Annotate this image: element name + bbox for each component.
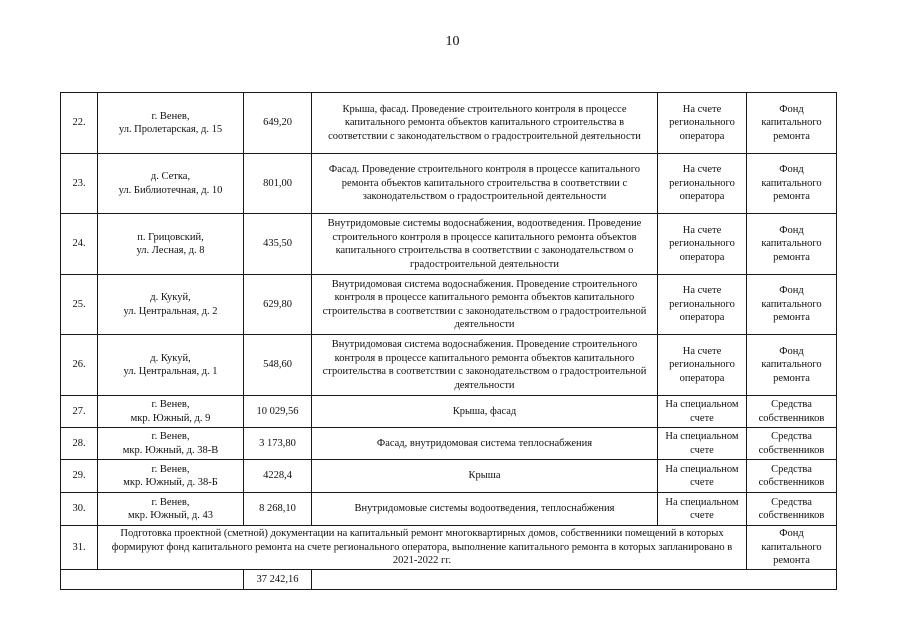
area-cell: 4228,4 [244,460,312,493]
work-type-cell: Крыша, фасад [312,396,658,428]
table-row [61,154,837,214]
funding-source-cell: Фонд капитального ремонта [747,335,837,396]
row-number: 28. [61,428,98,460]
total-row [61,570,837,590]
table-row [61,428,837,460]
address-settlement: д. Сетка, [150,171,191,182]
work-type-cell: Крыша, фасад. Проведение строительного контроля в процессе капитального ремонта объектов капитального строительства в соответствии с законодательством о градостроительной деятельности [312,93,658,154]
funding-source-cell: Фонд капитального ремонта [747,526,837,570]
row-number: 31. [61,526,98,570]
area-cell: 801,00 [244,154,312,214]
account-cell: На счете регионального оператора [658,335,747,396]
row-number: 29. [61,460,98,493]
table-body [61,93,837,590]
funding-source-cell: Средства собственников [747,428,837,460]
funding-source-cell: Средства собственников [747,460,837,493]
total-label-cell [61,570,244,590]
address-cell [98,460,244,493]
address-street: ул. Центральная, д. 2 [123,305,218,317]
address-cell [98,214,244,275]
table-row [61,493,837,526]
funding-source-cell: Фонд капитального ремонта [747,93,837,154]
address-settlement: г. Венев, [151,496,190,508]
work-type-cell: Крыша [312,460,658,493]
address-settlement: д. Кукуй, [150,352,191,364]
address-cell [98,275,244,335]
address-cell [98,493,244,526]
table-row [61,275,837,335]
work-type-cell: Внутридомовая система водоснабжения. Проведение строительного контроля в процессе капитального ремонта объектов капитального строительства в соответствии с законодательством о градостроительной деятельности [312,335,658,396]
address-street: мкр. Южный, д. 9 [130,412,211,424]
address-settlement: г. Венев, [151,463,190,475]
address-settlement: г. Венев, [151,110,190,122]
address-settlement: г. Венев, [151,431,190,442]
address-cell [98,93,244,154]
area-cell: 10 029,56 [244,396,312,428]
table-row [61,214,837,275]
address-street: мкр. Южный, д. 38-В [122,444,219,456]
area-cell: 649,20 [244,93,312,154]
funding-source-cell: Фонд капитального ремонта [747,214,837,275]
address-settlement: г. Венев, [151,399,190,410]
account-cell: На специальном счете [658,493,747,526]
page-number: 10 [445,34,460,49]
address-street: мкр. Южный, д. 38-Б [123,477,218,488]
table-row [61,335,837,396]
total-area-cell: 37 242,16 [244,570,312,590]
address-cell [98,335,244,396]
address-cell [98,154,244,214]
row-number: 24. [61,214,98,275]
row-number: 27. [61,396,98,428]
funding-source-cell: Средства собственников [747,396,837,428]
account-cell: На специальном счете [658,460,747,493]
area-cell: 3 173,80 [244,428,312,460]
area-cell: 548,60 [244,335,312,396]
address-street: мкр. Южный, д. 43 [127,510,214,521]
area-cell: 8 268,10 [244,493,312,526]
account-cell: На счете регионального оператора [658,154,747,214]
account-cell: На счете регионального оператора [658,214,747,275]
account-cell: На счете регионального оператора [658,93,747,154]
work-type-cell: Внутридомовые системы водоснабжения, водоотведения. Проведение строительного контроля в процессе капитального ремонта объектов капитального строительства в соответствии с законодательством о градостроительной деятельности [312,214,658,275]
address-cell [98,396,244,428]
account-cell: На специальном счете [658,396,747,428]
table-row [61,526,837,570]
address-street: ул. Лесная, д. 8 [136,245,205,256]
area-cell: 629,80 [244,275,312,335]
address-cell [98,428,244,460]
address-settlement: п. Грицовский, [137,231,204,243]
repair-plan-table [60,92,837,590]
funding-source-cell: Фонд капитального ремонта [747,154,837,214]
project-documentation-cell: Подготовка проектной (сметной) документации на капитальный ремонт многоквартирных домов, собственники помещений в которых формируют фонд капитального ремонта на счете регионального оператора, выполнение капитального ремонта в которых запланировано в 2021-2022 гг. [98,526,747,570]
account-cell: На счете регионального оператора [658,275,747,335]
funding-source-cell: Фонд капитального ремонта [747,275,837,335]
work-type-cell: Фасад. Проведение строительного контроля в процессе капитального ремонта объектов капитального строительства в соответствии с законодательством о градостроительной деятельности [312,154,658,214]
address-settlement: д. Кукуй, [150,292,191,303]
address-street: ул. Библиотечная, д. 10 [118,184,223,196]
row-number: 26. [61,335,98,396]
work-type-cell: Фасад, внутридомовая система теплоснабжения [312,428,658,460]
table-row [61,93,837,154]
total-empty-cell [312,570,837,590]
table-row [61,460,837,493]
area-cell: 435,50 [244,214,312,275]
address-street: ул. Центральная, д. 1 [123,366,218,377]
funding-source-cell: Средства собственников [747,493,837,526]
row-number: 30. [61,493,98,526]
work-type-cell: Внутридомовая система водоснабжения. Проведение строительного контроля в процессе капитального ремонта объектов капитального строительства в соответствии с законодательством о градостроительной деятельности [312,275,658,335]
table-row [61,396,837,428]
account-cell: На специальном счете [658,428,747,460]
work-type-cell: Внутридомовые системы водоотведения, теплоснабжения [312,493,658,526]
row-number: 25. [61,275,98,335]
row-number: 23. [61,154,98,214]
row-number: 22. [61,93,98,154]
address-street: ул. Пролетарская, д. 15 [118,124,223,135]
